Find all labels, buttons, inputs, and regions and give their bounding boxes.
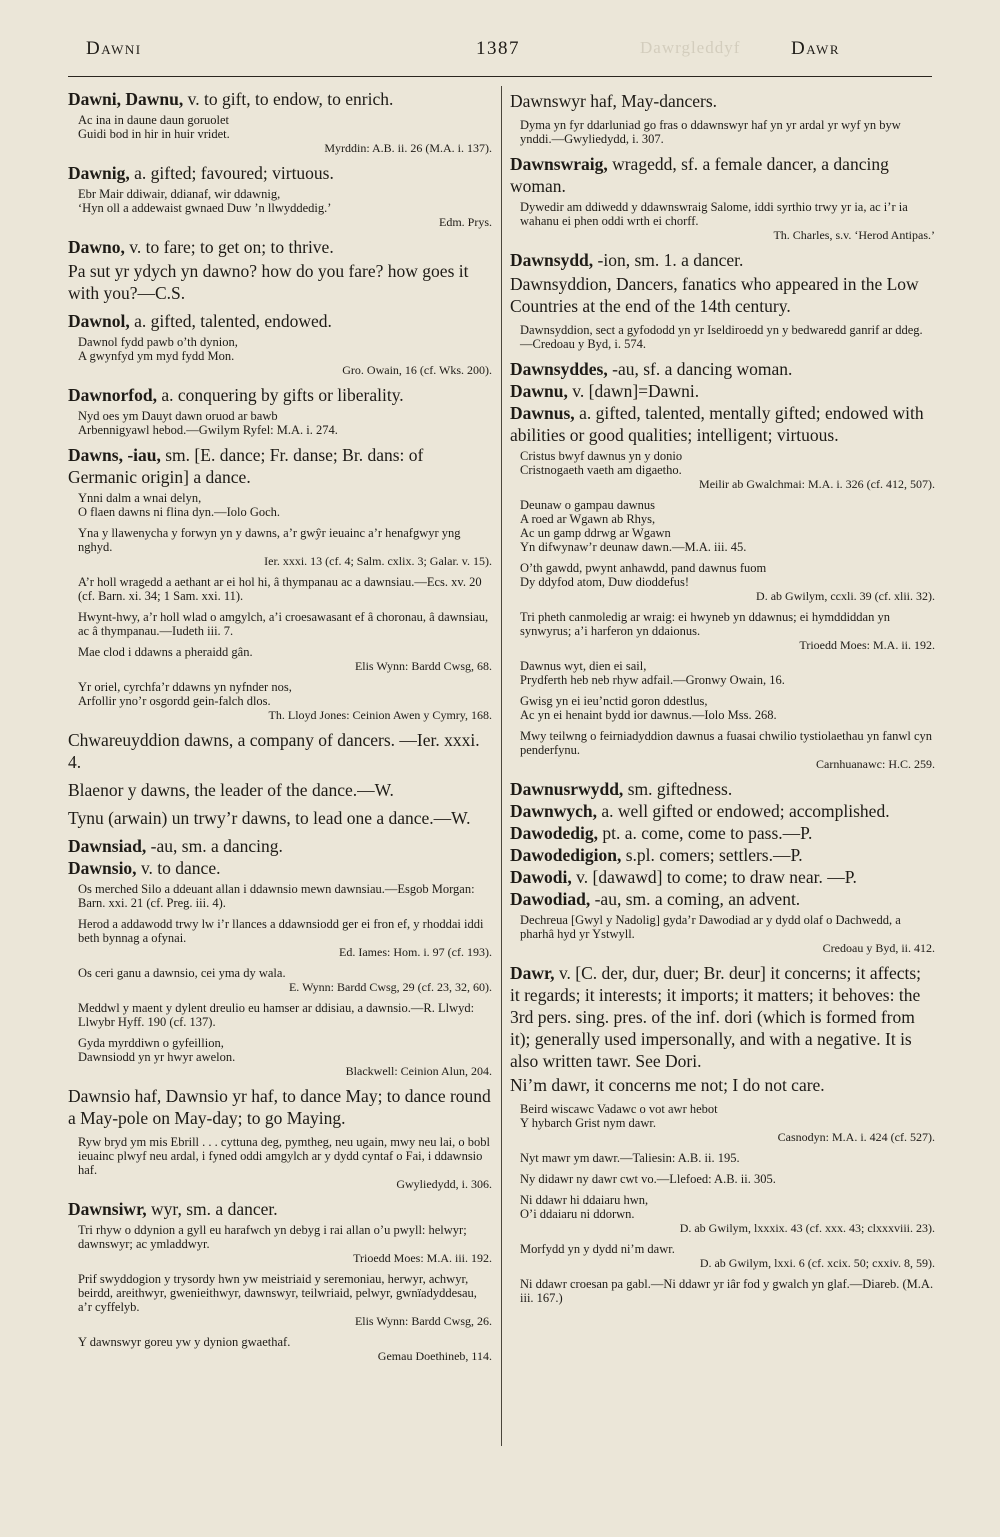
definition: v. to dance. <box>140 858 221 878</box>
citation-source: Elis Wynn: Bardd Cwsg, 26. <box>354 1314 492 1328</box>
citation-block <box>520 913 935 955</box>
citation-line: Herod a addawodd trwy lw i’r llances a ddawnsiodd ger ei fron ef, y rhoddai iddi beth bynnag a ofynai. <box>78 917 484 945</box>
citation-line: A roed ar Wgawn ab Rhys, <box>520 512 656 526</box>
citation-line: Meddwl y maent y dylent dreulio eu hamser ar ddisiau, a dawnsio.—R. Llwyd: Llwybr Hyff. 190 (cf. 137). <box>78 1001 475 1029</box>
headword: Dawnsiad, <box>68 836 147 856</box>
sub-entry: Tynu (arwain) un trwy’r dawns, to lead one a dance.—W. <box>68 808 471 828</box>
definition: pt. a. come, come to pass.—P. <box>602 823 813 843</box>
citation-line: Y dawnswyr goreu yw y dynion gwaethaf. <box>78 1335 291 1349</box>
headword: Dawnorfod, <box>68 385 157 405</box>
citation-line: Gwisg yn ei ieu’nctid goron ddestlus, <box>520 694 708 708</box>
headword-entry <box>510 844 935 866</box>
citation-block <box>520 1193 935 1235</box>
headword-entry <box>510 866 935 888</box>
citation-line: Prif swyddogion y trysordy hwn yw meistriaid y seremoniau, herwyr, achwyr, beirdd, areithwyr, gwenieithwyr, dawnswyr, teilwriaid, pelwyr, gwnïadyddesau, a’r cyffelyb. <box>78 1272 477 1314</box>
headword-entry <box>510 402 935 446</box>
citation-line: Dawnsiodd yn yr hwyr awelon. <box>78 1050 236 1064</box>
citation-block <box>520 729 935 771</box>
headword-entry <box>68 162 492 184</box>
citation-block <box>520 1277 935 1305</box>
headword-entry <box>68 857 492 879</box>
citation-line: Ynni dalm a wnai delyn, <box>78 491 202 505</box>
citation-line: Dywedir am ddiwedd y ddawnswraig Salome, iddi syrthio trwy yr ia, ac i’r ia wahanu ei phen oddi wrth ei chorff. <box>520 200 908 228</box>
headword-entry <box>510 962 935 1072</box>
citation-line: Ni ddawr croesan pa gabl.—Ni ddawr yr iâr fod y gwalch yn glaf.—Diareb. (M.A. iii. 167.) <box>520 1277 934 1305</box>
citation-line: Yn difwynaw’r deunaw dawn.—M.A. iii. 45. <box>520 540 747 554</box>
headword-entry <box>68 835 492 857</box>
citation-line: Cristus bwyf dawnus yn y donio <box>520 449 683 463</box>
headword: Dawnwych, <box>510 801 598 821</box>
citation-line: A gwynfyd ym myd fydd Mon. <box>78 349 235 363</box>
headword: Dawnsydd, <box>510 250 594 270</box>
headword-entry <box>68 310 492 332</box>
citation-block <box>78 610 492 638</box>
citation-line: Hwynt-hwy, a’r holl wlad o amgylch, a’i croesawasant ef â choronau, â dawnsiau, ac â thympanau.—Iudeth iii. 7. <box>78 610 489 638</box>
citation-source: Gwyliedydd, i. 306. <box>396 1177 492 1191</box>
citation-line: Ni ddawr hi ddaiaru hwn, <box>520 1193 649 1207</box>
definition: -ion, sm. 1. a dancer. <box>597 250 744 270</box>
citation-block <box>78 680 492 722</box>
running-header <box>68 38 932 64</box>
sub-entry: Dawnsyddion, Dancers, fanatics who appeared in the Low Countries at the end of the 14th century. <box>510 274 919 316</box>
citation-block <box>78 1036 492 1078</box>
citation-line: Tri rhyw o ddynion a gyll eu harafwch yn debyg i rai allan o’u pwyll: helwyr; dawnswyr; ac ymladdwyr. <box>78 1223 467 1251</box>
citation-line: Morfydd yn y dydd ni’m dawr. <box>520 1242 675 1256</box>
citation-line: Mae clod i ddawns a pheraidd gân. <box>78 645 253 659</box>
citation-block <box>78 491 492 519</box>
headword: Dawodedigion, <box>510 845 622 865</box>
citation-line: Yna y llawenycha y forwyn yn y dawns, a’r gwŷr ieuainc a’r henafgwyr yng nghyd. <box>78 526 461 554</box>
citation-source: D. ab Gwilym, lxxxix. 43 (cf. xxx. 43; clxxxviii. 23). <box>679 1221 935 1235</box>
headword-entry <box>68 1198 492 1220</box>
citation-block <box>78 1001 492 1029</box>
citation-line: Tri pheth canmoledig ar wraig: ei hwyneb yn ddawnus; ei hymddiddan yn synwyrus; a’i harferon yn ddaionus. <box>520 610 890 638</box>
citation-source: Blackwell: Ceinion Alun, 204. <box>345 1064 492 1078</box>
citation-block <box>520 498 935 554</box>
citation-source: Gro. Owain, 16 (cf. Wks. 200). <box>342 363 492 377</box>
headword: Dawnol, <box>68 311 130 331</box>
citation-line: Gyda myrddiwn o gyfeillion, <box>78 1036 224 1050</box>
citation-block <box>520 561 935 603</box>
definition: v. [dawn]=Dawni. <box>572 381 700 401</box>
citation-source: Trioedd Moes: M.A. ii. 192. <box>799 638 935 652</box>
citation-block <box>78 917 492 959</box>
citation-block <box>78 645 492 673</box>
citation-source: Edm. Prys. <box>438 215 492 229</box>
headword: Dawnusrwydd, <box>510 779 624 799</box>
citation-line: Ac yn ei henaint bydd ior dawnus.—Iolo Mss. 268. <box>520 708 777 722</box>
citation-block <box>520 1242 935 1270</box>
definition: v. [dawawd] to come; to draw near. —P. <box>576 867 857 887</box>
definition: a. gifted, talented, mentally gifted; endowed with abilities or good qualities; intelligent; virtuous. <box>510 403 924 445</box>
citation-line: A’r holl wragedd a aethant ar ei hol hi, â thympanau ac a dawnsiau.—Ecs. xv. 20 (cf. Barn. xi. 34; 1 Sam. xxi. 11). <box>78 575 482 603</box>
citation-source: Credoau y Byd, ii. 412. <box>822 941 935 955</box>
definition: wragedd, sf. a female dancer, a dancing woman. <box>510 154 889 196</box>
headword-entry <box>68 384 492 406</box>
citation-block <box>78 966 492 994</box>
citation-block <box>520 659 935 687</box>
citation-block <box>78 113 492 155</box>
header-right-guideword: Dawr <box>790 38 840 59</box>
headword-entry <box>510 800 935 822</box>
sub-entry: Ni’m dawr, it concerns me not; I do not care. <box>510 1075 825 1095</box>
citation-source: Th. Charles, s.v. ‘Herod Antipas.’ <box>773 228 935 242</box>
citation-source: Th. Lloyd Jones: Ceinion Awen y Cymry, 168. <box>268 708 492 722</box>
citation-line: O’i ddaiaru ni ddorwn. <box>520 1207 635 1221</box>
citation-block <box>78 526 492 568</box>
header-rule <box>68 76 932 77</box>
citation-line: Y hybarch Grist nym dawr. <box>520 1116 656 1130</box>
citation-line: Deunaw o gampau dawnus <box>520 498 656 512</box>
sub-entry: Pa sut yr ydych yn dawno? how do you fare? how goes it with you?—C.S. <box>68 261 469 303</box>
headword: Dawnus, <box>510 403 575 423</box>
headword-entry <box>510 153 935 197</box>
citation-block <box>520 323 935 351</box>
citation-block <box>78 1223 492 1265</box>
citation-block <box>520 1151 935 1165</box>
citation-line: Mwy teilwng o feirniadyddion dawnus a fuasai chwilio tystiolaethau yn fanwl cyn penderfynu. <box>520 729 933 757</box>
citation-source: Trioedd Moes: M.A. iii. 192. <box>353 1251 492 1265</box>
headword: Dawnswraig, <box>510 154 608 174</box>
citation-block <box>520 449 935 491</box>
citation-line: Dy ddyfod atom, Duw dioddefus! <box>520 575 690 589</box>
citation-line: Ac un gamp ddrwg ar Wgawn <box>520 526 671 540</box>
citation-line: Ac ina in daune daun goruolet <box>78 113 229 127</box>
headword: Dawnu, <box>510 381 568 401</box>
citation-block <box>78 335 492 377</box>
headword-entry <box>510 249 935 271</box>
citation-block <box>78 882 492 910</box>
citation-line: O’th gawdd, pwynt anhawdd, pand dawnus fuom <box>520 561 767 575</box>
citation-source: Ier. xxxi. 13 (cf. 4; Salm. cxlix. 3; Galar. v. 15). <box>264 554 492 568</box>
citation-line: Os ceri ganu a dawnsio, cei yma dy wala. <box>78 966 286 980</box>
bleed-through-text: Dawrgleddyf <box>640 38 741 57</box>
citation-block <box>78 1135 492 1191</box>
citation-line: Arfollir yno’r osgordd gein-falch dlos. <box>78 694 271 708</box>
headword: Dawnsio, <box>68 858 137 878</box>
citation-line: O flaen dawns ni flina dyn.—Iolo Goch. <box>78 505 281 519</box>
headword-entry <box>510 380 935 402</box>
definition: s.pl. comers; settlers.—P. <box>625 845 803 865</box>
page-number: 1387 <box>476 38 520 59</box>
citation-block <box>78 187 492 229</box>
definition: -au, sm. a dancing. <box>150 836 283 856</box>
citation-line: Beird wiscawc Vadawc o vot awr hebot <box>520 1102 718 1116</box>
citation-block <box>78 1272 492 1328</box>
citation-source: Gemau Doethineb, 114. <box>377 1349 492 1363</box>
definition: -au, sf. a dancing woman. <box>612 359 793 379</box>
citation-line: ‘Hyn oll a addewaist gwnaed Duw ’n llwyddedig.’ <box>78 201 332 215</box>
definition: v. to gift, to endow, to enrich. <box>187 89 394 109</box>
headword-entry <box>510 358 935 380</box>
citation-line: Dyma yn fyr ddarluniad go fras o ddawnswyr haf yn yr ardal yr wyf yn byw ynddi.—Gwyliedydd, i. 307. <box>520 118 901 146</box>
citation-line: Guidi bod in hir in huir vridet. <box>78 127 230 141</box>
headword: Dawno, <box>68 237 125 257</box>
headword-entry <box>68 88 492 110</box>
citation-source: Elis Wynn: Bardd Cwsg, 68. <box>354 659 492 673</box>
citation-source: Ed. Iames: Hom. i. 97 (cf. 193). <box>339 945 492 959</box>
citation-line: Ebr Mair ddiwair, ddianaf, wir ddawnig, <box>78 187 281 201</box>
definition: v. [C. der, dur, duer; Br. deur] it concerns; it affects; it regards; it interests; it imports; it matters; it behoves: the 3rd pers. sing. pres. of the inf. dori (which is formed from it); generally used impersonally, and with a negative. It is also written tawr. See Dori. <box>510 963 922 1071</box>
headword: Dawodi, <box>510 867 572 887</box>
citation-line: Nyt mawr ym dawr.—Taliesin: A.B. ii. 195. <box>520 1151 740 1165</box>
citation-block <box>520 610 935 652</box>
citation-source: D. ab Gwilym, lxxi. 6 (cf. xcix. 50; cxxiv. 8, 59). <box>699 1256 935 1270</box>
column-divider <box>501 86 502 1446</box>
citation-block <box>78 409 492 437</box>
citation-line: Os merched Silo a ddeuant allan i ddawnsio mewn dawnsiau.—Esgob Morgan: Barn. xxi. 21 (cf. Preg. iii. 4). <box>78 882 475 910</box>
headword: Dawni, Dawnu, <box>68 89 184 109</box>
citation-line: Dawnus wyt, dien ei sail, <box>520 659 647 673</box>
headword-entry <box>68 236 492 258</box>
headword-entry <box>510 822 935 844</box>
definition: v. to fare; to get on; to thrive. <box>129 237 334 257</box>
citation-block <box>78 1335 492 1363</box>
citation-block <box>520 1102 935 1144</box>
citation-source: Myrddin: A.B. ii. 26 (M.A. i. 137). <box>324 141 492 155</box>
citation-block <box>78 575 492 603</box>
sub-entry: Chwareuyddion dawns, a company of dancers. —Ier. xxxi. 4. <box>68 730 480 772</box>
citation-source: D. ab Gwilym, ccxli. 39 (cf. xlii. 32). <box>756 589 935 603</box>
headword-entry <box>68 444 492 488</box>
citation-source: Casnodyn: M.A. i. 424 (cf. 527). <box>777 1130 935 1144</box>
citation-line: Arbennigyawl hebod.—Gwilym Ryfel: M.A. i. 274. <box>78 423 338 437</box>
citation-block <box>520 200 935 242</box>
headword: Dawnsiwr, <box>68 1199 147 1219</box>
citation-source: Meilir ab Gwalchmai: M.A. i. 326 (cf. 412, 507). <box>699 477 935 491</box>
headword: Dawr, <box>510 963 555 983</box>
definition: sm. giftedness. <box>627 779 733 799</box>
citation-line: Yr oriel, cyrchfa’r ddawns yn nyfnder nos, <box>78 680 292 694</box>
headword: Dawodiad, <box>510 889 591 909</box>
definition: a. gifted, talented, endowed. <box>134 311 332 331</box>
headword: Dawnsyddes, <box>510 359 608 379</box>
citation-source: E. Wynn: Bardd Cwsg, 29 (cf. 23, 32, 60). <box>288 980 492 994</box>
sub-entry: Blaenor y dawns, the leader of the dance.—W. <box>68 780 394 800</box>
headword-entry <box>510 888 935 910</box>
citation-line: Dechreua [Gwyl y Nadolig] gyda’r Dawodiad ar y dydd olaf o Dachwedd, a pharhâ hyd yr Ystwyll. <box>520 913 901 941</box>
citation-line: Dawnsyddion, sect a gyfododd yn yr Iseldiroedd yn y bedwaredd ganrif ar ddeg.—Credoau y Byd, i. 574. <box>520 323 923 351</box>
definition: sm. [E. dance; Fr. danse; Br. dans: of Germanic origin] a dance. <box>68 445 424 487</box>
sub-entry: Dawnswyr haf, May-dancers. <box>510 91 718 111</box>
headword-entry <box>510 778 935 800</box>
headword: Dawodedig, <box>510 823 598 843</box>
citation-line: Ny didawr ny dawr cwt vo.—Llefoed: A.B. ii. 305. <box>520 1172 776 1186</box>
definition: -au, sm. a coming, an advent. <box>594 889 801 909</box>
right-column <box>510 88 935 1454</box>
citation-block <box>520 1172 935 1186</box>
left-column <box>68 88 492 1454</box>
headword: Dawnig, <box>68 163 130 183</box>
citation-line: Cristnogaeth vaeth am digaetho. <box>520 463 682 477</box>
citation-block <box>520 118 935 146</box>
header-left-guideword: Dawni <box>86 38 142 59</box>
citation-line: Prydferth heb neb rhyw adfail.—Gronwy Owain, 16. <box>520 673 785 687</box>
citation-source: Carnhuanawc: H.C. 259. <box>816 757 935 771</box>
citation-line: Ryw bryd ym mis Ebrill . . . cyttuna deg, pymtheg, neu ugain, mwy neu lai, o bobl ieuainc plwyf neu ardal, i fyned oddi amgylch ar y dydd cyntaf o Fai, i ddawnsio haf. <box>78 1135 490 1177</box>
sub-entry: Dawnsio haf, Dawnsio yr haf, to dance May; to dance round a May-pole on May-day; to go Maying. <box>68 1086 491 1128</box>
citation-line: Dawnol fydd pawb o’th dynion, <box>78 335 238 349</box>
definition: wyr, sm. a dancer. <box>150 1199 278 1219</box>
definition: a. well gifted or endowed; accomplished. <box>601 801 890 821</box>
definition: a. conquering by gifts or liberality. <box>161 385 404 405</box>
citation-line: Nyd oes ym Dauyt dawn oruod ar bawb <box>78 409 278 423</box>
citation-block <box>520 694 935 722</box>
definition: a. gifted; favoured; virtuous. <box>134 163 334 183</box>
headword: Dawns, -iau, <box>68 445 161 465</box>
